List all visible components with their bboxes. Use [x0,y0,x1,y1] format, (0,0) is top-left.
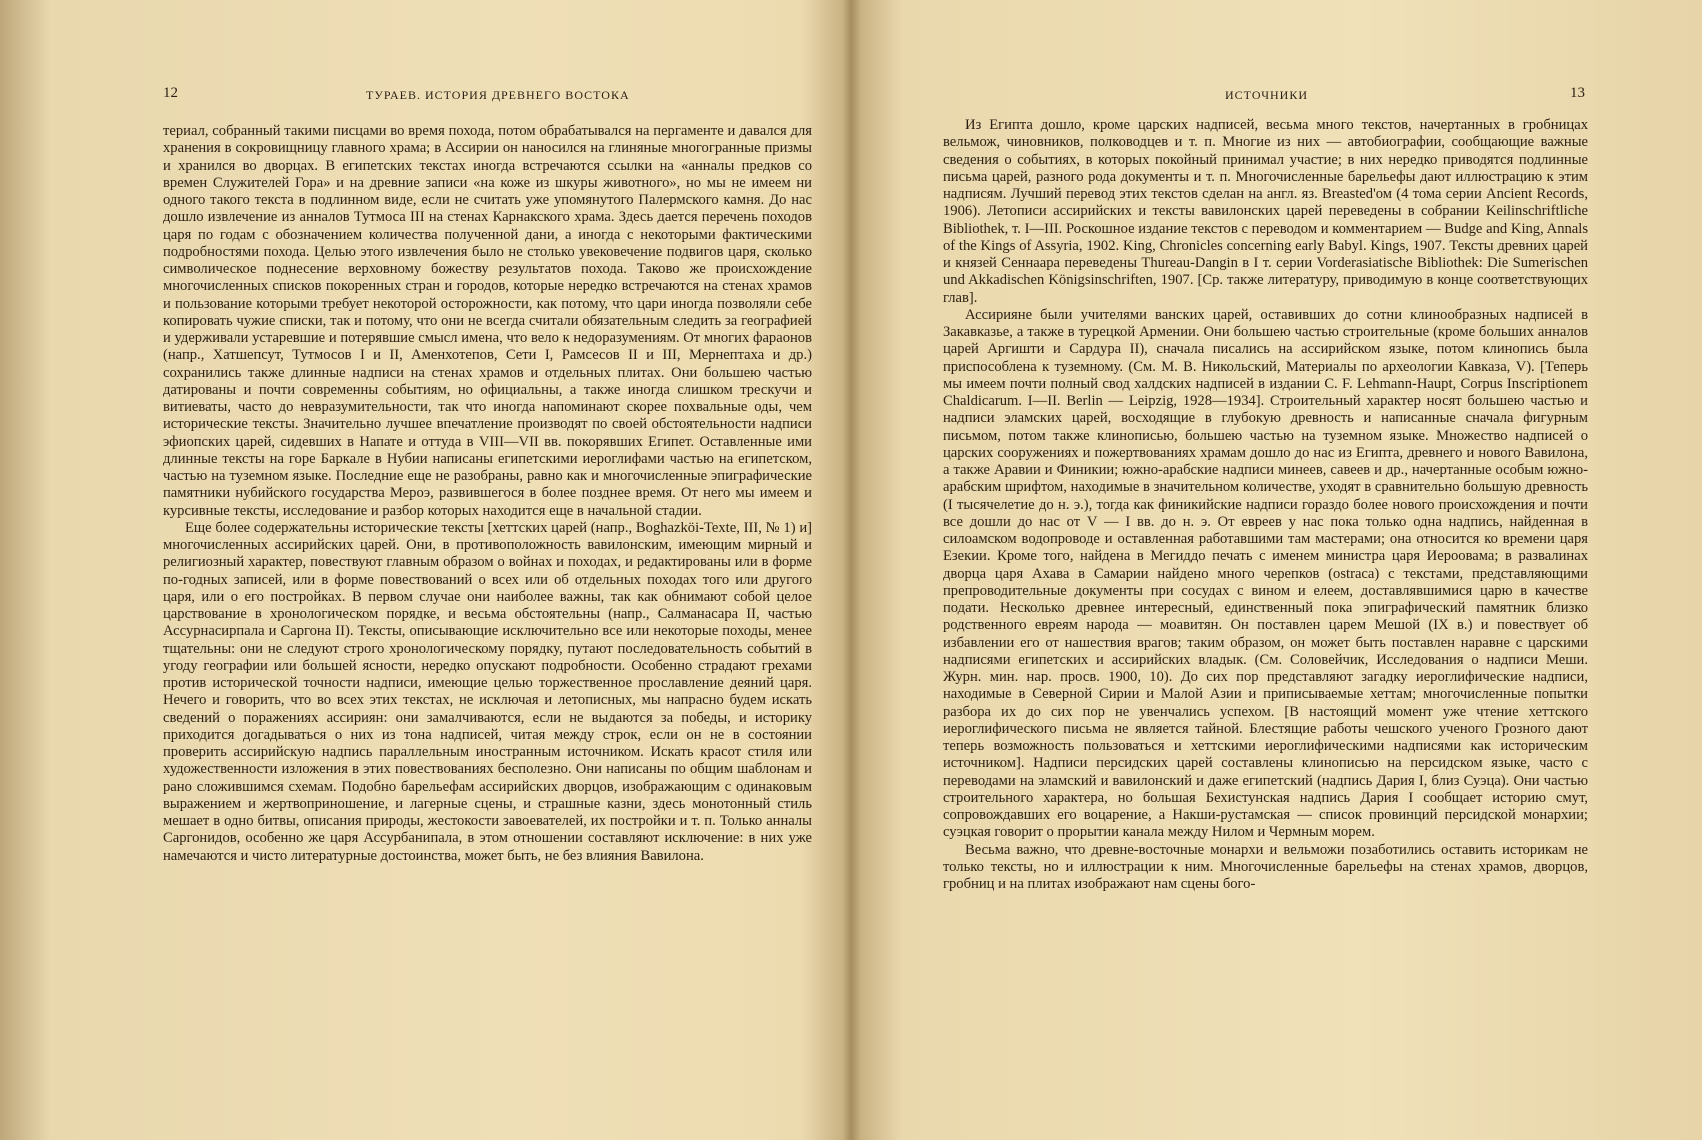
paragraph: Весьма важно, что древне-восточные монархи и вельможи позаботились оставить историкам не только тексты, но и иллюстрации к ним. Многочисленные барельефы на стенах храмов, дворцов, гробниц и на плитах изображают нам сцены бого- [943,841,1588,892]
paragraph: Еще более содержательны исторические тексты [хеттских царей (напр., Boghazköi-Texte, III, № 1) и] многочисленных ассирийских царей. Они, в противоположность вавилонским, имеющим мирный и религиозный характер, повествуют главным образом о войнах и походах, и редактированы или в форме по-годных записей, или в форме повествований о всех или об отдельных походах того или другого царя, или о его постройках. В первом случае они наиболее важны, так как обнимают собой целое царствование в хронологическом порядке, и весьма обстоятельны (напр., Салманасара II, частью Ассурнасирпала и Саргона II). Тексты, описывающие исключительно все или некоторые походы, менее тщательны: они не следуют строго хронологическому порядку, путают последовательность событий в угоду географии или большей ясности, нередко опускают подробности. Особенно страдают грехами против исторической точности надписи, имеющие целью торжественное прославление деяний царя. Нечего и говорить, что во всех этих текстах, не исключая и летописных, мы напрасно будем искать сведений о поражениях ассириян: они замалчиваются, если не выдаются за победы, и историку приходится догадываться о них из тона надписей, читая между строк, если он не в состоянии проверить ассирийскую надпись параллельным иностранным источником. Искать красот стиля или художественности изложения в этих повествованиях бесполезно. Они написаны по общим шаблонам и рано сложившимся схемам. Подобно барельефам ассирийских дворцов, изображающим с одинаковым выражением и жертвоприношение, и лагерные сцены, и страшные казни, здесь монотонный стиль мешает в одно битвы, описания природы, жестокости завоевателей, их постройки и т. п. Только анналы Саргонидов, особенно же царя Ассурбанипала, в этом отношении составляют исключение: в них уже намечаются и чисто литературные достоинства, может быть, не без влияния Вавилона. [163,519,812,864]
page-body [943,117,1588,893]
page-number: 13 [1570,85,1585,101]
page-body [163,123,812,865]
running-head: ТУРАЕВ. ИСТОРИЯ ДРЕВНЕГО ВОСТОКА [366,88,630,102]
paragraph: Ассирияне были учителями ванских царей, оставивших до сотни клинообразных надписей в Закавказье, а также в турецкой Армении. Они большею частью строительные (кроме больших анналов царей Аргишти и Сардура II), сначала писались на ассирийском языке, потом клинопись была приспособлена к туземному. (См. М. В. Никольский, Материалы по археологии Кавказа, V). [Теперь мы имеем почти полный свод халдских надписей в издании C. F. Lehmann-Haupt, Corpus Inscriptionem Chaldicarum. I—II. Berlin — Leipzig, 1928—1934]. Строительный характер носят большею частью и надписи эламских царей, восходящие в глубокую древность и написанные сначала фигурным письмом, потом также клинописью, большею частью на туземном языке. Множество надписей о царских сооружениях и пожертвованиях храмам дошло до нас из Египта, древнего и нового Вавилона, а также Аравии и Финикии; южно-арабские надписи минеев, савеев и др., начертанные особым южно-арабским шрифтом, находимые в значительном количестве, уходят в сравнительно большую древность (I тысячелетие до н. э.), тогда как финикийские надписи гораздо более нового происхождения и почти все дошли до нас от V — I вв. до н. э. От евреев у нас пока только одна надпись, найденная в силоамском водопроводе и оставленная работавшими там мастерами; она относится ко времени царя Езекии. Кроме того, найдена в Мегиддо печать с именем министра царя Иероовама; в развалинах дворца царя Ахава в Самарии найдено много черепков (ostraca) с текстами, представляющими препроводительные документы при сосудах с вином и елеем, доставлявшимися царю в качестве подати. Несколько древнее интересный, единственный пока эпиграфический памятник близко родственного евреям народа — моавитян. Он поставлен царем Мешой (IX в.) и повествует об избавлении его от нашествия врагов; таким образом, он может быть поставлен наравне с царскими надписями египетских и ассирийских владык. (См. Соловейчик, Исследования о надписи Меши. Журн. мин. нар. просв. 1900, 10). До сих пор представляют загадку иероглифические надписи, находимые в Северной Сирии и Малой Азии и приписываемые хеттам; многочисленные попытки разбора их до сих пор не увенчались успехом. [В настоящий момент уже чтение хеттского иероглифического письма не является тайной. Блестящие работы чешского ученого Грозного дают теперь возможность пользоваться и хеттскими иероглифическими надписями как историческим источником]. Надписи персидских царей составлены клинописью на персидском языке, часто с переводами на эламский и вавилонский и даже египетский (надпись Дария I, близ Суэца). Они частью строительного характера, но большая Бехистунская надпись Дария I сообщает историю смут, сопровождавших его воцарение, а Накши-рустамская — список провинций персидской монархии; суэцкая говорит о прорытии канала между Нилом и Чермным морем. [943,306,1588,841]
page-number: 12 [163,85,178,101]
paragraph: Из Египта дошло, кроме царских надписей, весьма много текстов, начертанных в гробницах вельмож, чиновников, полководцев и т. п. Многие из них — автобиографии, сообщающие важные сведения о событиях, в которых покойный принимал участие; в них нередко приводятся подлинные письма царей, разного рода документы и т. п. Многочисленные барельефы дают иллюстрацию к этим надписям. Лучший перевод этих текстов сделан на англ. яз. Breasted'ом (4 тома серии Ancient Records, 1906). Летописи ассирийских и тексты вавилонских царей переведены в собрании Keilinschriftliche Bibliothek, т. I—III. Роскошное издание текстов с переводом и комментарием — Budge and King, Annals of the Kings of Assyria, 1902. King, Chronicles concerning early Babyl. Kings, 1907. Тексты древних царей и князей Сеннаара переведены Thureau-Dangin в I т. серии Vorderasiatische Bibliothek: Die Sumerischen und Akkadischen Königsinschriften, 1907. [Ср. также литературу, приводимую в конце соответствующих глав]. [943,117,1588,306]
paragraph: териал, собранный такими писцами во время похода, потом обрабатывался на пергаменте и давался для хранения в сокровищницу главного храма; в Ассирии он наносился на глиняные многогранные призмы и хранился во дворцах. В египетских текстах иногда встречаются ссылки на «анналы предков со времен Служителей Гора» и на древние записи «на коже из шкуры животного», но мы не имеем ни одного такого текста в подлинном виде, если не считать уже упомянутого Палермского камня. До нас дошло извлечение из анналов Тутмоса III на стенах Карнакского храма. Здесь дается перечень походов царя по годам с обозначением количества полученной дани, а иногда с некоторыми фактическими подробностями похода. Целью этого извлечения было не столько увековечение подвигов царя, сколько символическое поднесение верховному божеству результатов похода. Таково же происхождение многочисленных списков покоренных стран и городов, которые нередко встречаются на стенах храмов и пользование которыми требует некоторой осторожности, как потому, что цари иногда позволяли себе копировать чужие списки, так и потому, что они не всегда считали обязательным следить за географией и удерживали устаревшие и потерявшие смысл имена, что вело к недоразумениям. От многих фараонов (напр., Хатшепсут, Тутмосов I и II, Аменхотепов, Сети I, Рамсесов II и III, Мернептаха и др.) сохранились также длинные надписи на стенах храмов и отдельных плитах. Они большею частью датированы и почти современны событиям, но официальны, а также иногда слишком трескучи и витиеваты, часто до невразумительности, так что иногда напоминают скорее похвальные оды, чем исторические тексты. Значительно лучшее впечатление производят по своей обстоятельности надписи эфиопских царей, сидевших в Напате и оттуда в VIII—VII вв. покорявших Египет. Оставленные ими длинные тексты на горе Баркале в Нубии написаны египетскими иероглифами частью на египетском, частью на туземном языке. Последние еще не разобраны, равно как и многочисленные эпиграфические памятники нубийского государства Мероэ, развившегося в более позднее время. От него мы имеем и курсивные тексты, исследование и разбор которых находится еще в начальной стадии. [163,123,812,519]
running-head: ИСТОЧНИКИ [1225,88,1309,102]
right-page [875,0,1702,1140]
left-page [0,0,850,1140]
